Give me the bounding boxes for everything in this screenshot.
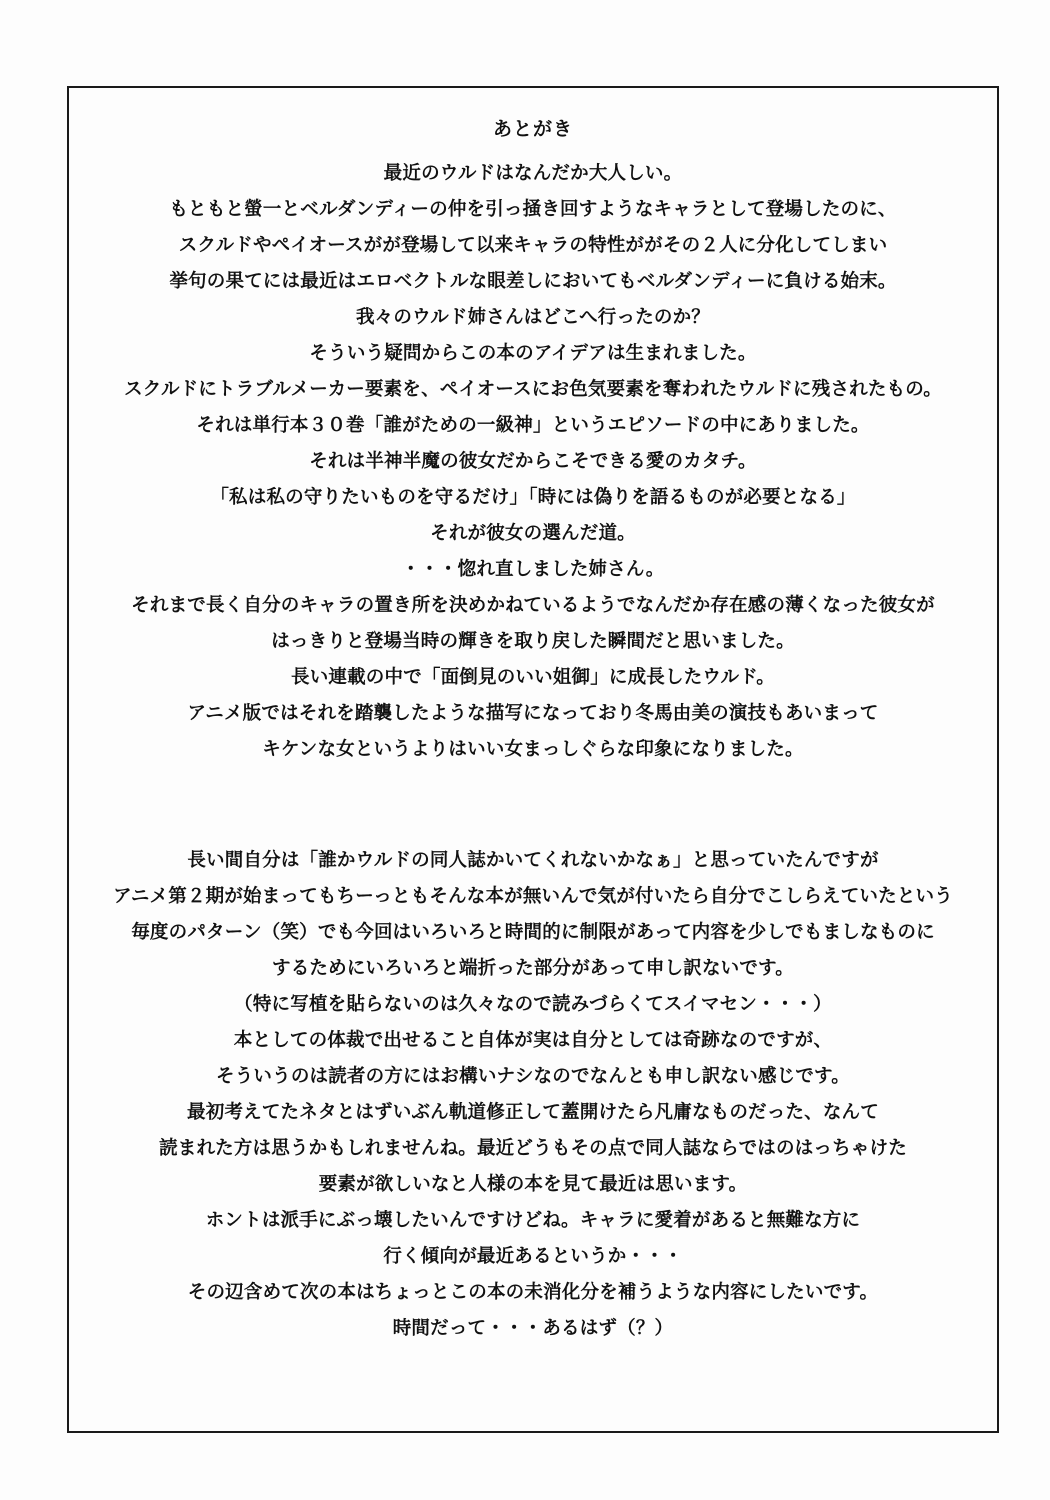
text-line: 要素が欲しいなと人様の本を見て最近は思います。 <box>318 1174 748 1195</box>
page-title: あとがき <box>492 118 573 140</box>
text-line: キケンな女というよりはいい女まっしぐらな印象になりました。 <box>262 739 804 760</box>
text-line: 挙句の果てには最近はエロベクトルな眼差しにおいてもベルダンディーに負ける始末。 <box>169 271 897 292</box>
text-line: もともと螢一とベルダンディーの仲を引っ掻き回すようなキャラとして登場したのに、 <box>169 199 897 220</box>
text-line: はっきりと登場当時の輝きを取り戻した瞬間だと思いました。 <box>271 631 795 652</box>
text-line: 毎度のパターン（笑）でも今回はいろいろと時間的に制限があって内容を少しでもましなものに <box>131 922 935 943</box>
text-line: アニメ第２期が始まってもちーっともそんな本が無いんで気が付いたら自分でこしらえていたという <box>113 886 953 907</box>
text-line: （特に写植を貼らないのは久々なので読みづらくてスイマセン・・・） <box>234 994 832 1015</box>
text-line: スクルドにトラブルメーカー要素を、ペイオースにお色気要素を奪われたウルドに残されたもの。 <box>124 379 942 400</box>
text-line: アニメ版ではそれを踏襲したような描写になっており冬馬由美の演技もあいまって <box>187 703 879 724</box>
text-line: するためにいろいろと端折った部分があって申し訳ないです。 <box>272 958 794 979</box>
text-line: 最近のウルドはなんだか大人しい。 <box>383 163 683 184</box>
text-line: 「私は私の守りたいものを守るだけ」「時には偽りを語るものが必要となる」 <box>210 487 856 508</box>
text-frame <box>67 86 999 1433</box>
text-line: それまで長く自分のキャラの置き所を決めかねているようでなんだか存在感の薄くなった彼女が <box>131 595 935 616</box>
text-line: ホントは派手にぶっ壊したいんですけどね。キャラに愛着があると無難な方に <box>205 1210 861 1231</box>
text-line: 本としての体裁で出せること自体が実は自分としては奇跡なのですが、 <box>233 1030 833 1051</box>
paragraph-1 <box>69 156 997 768</box>
text-line: それは単行本３０巻「誰がための一級神」というエピソードの中にありました。 <box>196 415 870 436</box>
text-line: その辺含めて次の本はちょっとこの本の未消化分を補うような内容にしたいです。 <box>187 1282 879 1303</box>
text-line: それは半神半魔の彼女だからこそできる愛のカタチ。 <box>309 451 757 472</box>
text-line: 行く傾向が最近あるというか・・・ <box>383 1246 683 1267</box>
text-line: それが彼女の選んだ道。 <box>430 523 636 544</box>
text-line: 長い間自分は「誰かウルドの同人誌かいてくれないかなぁ」と思っていたんですが <box>187 850 879 871</box>
text-line: そういう疑問からこの本のアイデアは生まれました。 <box>309 343 757 364</box>
text-line: ・・・惚れ直しました姉さん。 <box>401 559 665 580</box>
text-line: そういうのは読者の方にはお構いナシなのでなんとも申し訳ない感じです。 <box>216 1066 850 1087</box>
text-line: スクルドやペイオースがが登場して以来キャラの特性ががその２人に分化してしまい <box>178 235 888 256</box>
text-line: 長い連載の中で「面倒見のいい姐御」に成長したウルド。 <box>291 667 775 688</box>
text-line: 読まれた方は思うかもしれませんね。最近どうもその点で同人誌ならではのはっちゃけた <box>159 1138 907 1159</box>
text-line: 我々のウルド姉さんはどこへ行ったのか？ <box>355 307 710 328</box>
paragraph-2 <box>69 843 997 1347</box>
text-line: 時間だって・・・あるはず（？） <box>392 1318 674 1339</box>
text-line: 最初考えてたネタとはずいぶん軌道修正して蓋開けたら凡庸なものだった、なんて <box>187 1102 879 1123</box>
